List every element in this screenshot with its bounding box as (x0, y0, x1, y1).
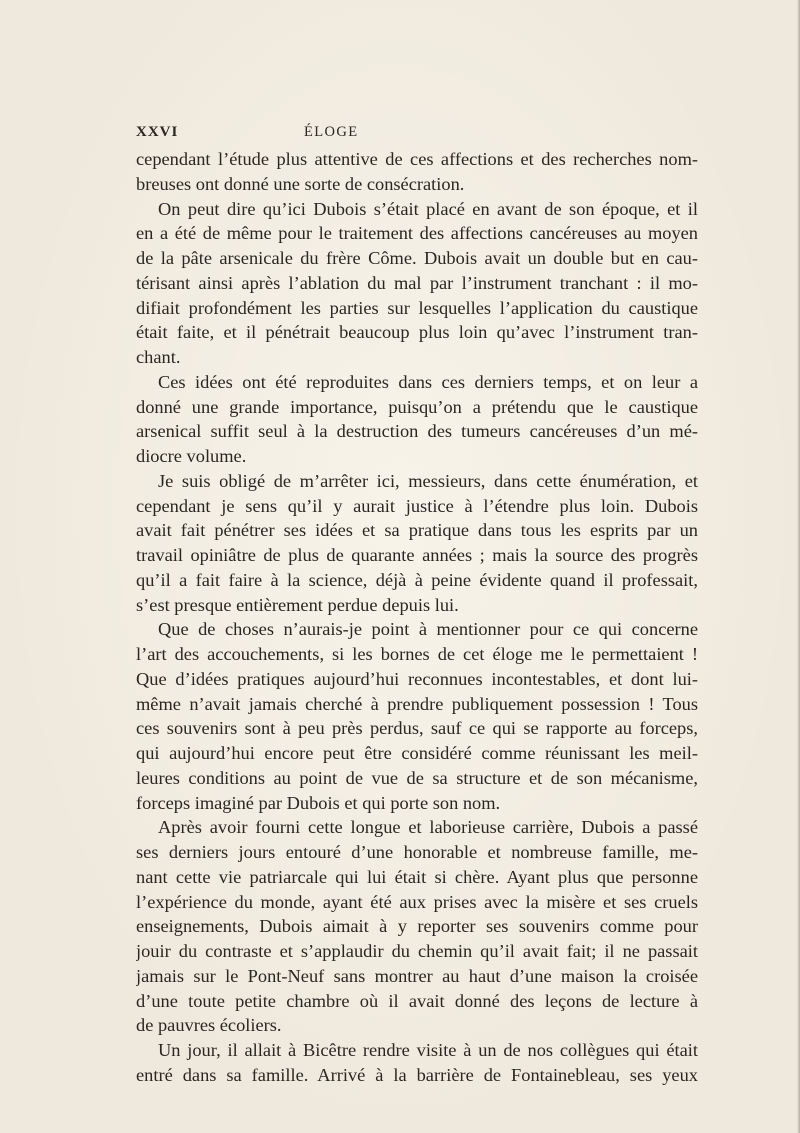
text-line: ses derniers jours entouré d’une honorable et nombreuse famille, me- (136, 842, 698, 862)
text-line: d’une toute petite chambre où il avait donné des leçons de lecture à (136, 990, 698, 1011)
text-line: l’expérience du monde, ayant été aux prises avec la misère et ses cruels (136, 891, 698, 912)
text-line: cependant l’étude plus attentive de ces affections et des recherches nom- (136, 149, 698, 169)
text-line: qui aujourd’hui encore peut être considéré comme réunissant les meil- (136, 743, 698, 763)
text-line: ces souvenirs sont à peu près perdus, sauf ce qui se rapporte au forceps, (136, 718, 698, 739)
text-line: térisant ainsi après l’ablation du mal par l’instrument tranchant : il mo- (136, 272, 698, 293)
page-number: XXVI (136, 124, 179, 140)
text-line: arsenical suffit seul à la destruction des tumeurs cancéreuses d’un mé- (136, 421, 698, 442)
page-header (136, 124, 696, 144)
text-line: chant. (136, 347, 181, 367)
text-line: travail opiniâtre de plus de quarante années ; mais la source des progrès (136, 545, 698, 565)
text-line: de la pâte arsenicale du frère Côme. Dubois avait un double but en cau- (136, 248, 698, 268)
text-line: avait fait pénétrer ses idées et sa pratique dans tous les esprits par un (136, 520, 698, 541)
text-line: On peut dire qu’ici Dubois s’était placé en avant de son époque, et il (158, 198, 698, 219)
body-text (136, 147, 698, 1088)
text-line: l’art des accouchements, si les bornes de cet éloge me le permettaient ! (136, 644, 698, 664)
text-line: breuses ont donné une sorte de consécration. (136, 173, 465, 194)
text-line: en a été de même pour le traitement des affections cancéreuses au moyen (136, 223, 698, 244)
text-line: nant cette vie patriarcale qui lui était si chère. Ayant plus que personne (136, 866, 698, 887)
text-line: difiait profondément les parties sur lesquelles l’application du caustique (136, 297, 698, 318)
text-line: jamais sur le Pont-Neuf sans montrer au haut d’une maison la croisée (136, 965, 698, 986)
text-line: entré dans sa famille. Arrivé à la barrière de Fontainebleau, ses yeux (136, 1064, 698, 1085)
text-line: diocre volume. (136, 446, 247, 466)
text-line: jouir du contraste et s’applaudir du chemin qu’il avait fait; il ne passait (136, 941, 698, 961)
running-title: ÉLOGE (304, 124, 359, 140)
text-line: s’est presque entièrement perdue depuis lui. (136, 594, 459, 615)
text-line: cependant je sens qu’il y aurait justice à l’étendre plus loin. Dubois (136, 495, 698, 516)
text-line: qu’il a fait faire à la science, déjà à peine évidente quand il professait, (136, 569, 698, 590)
text-line: Un jour, il allait à Bicêtre rendre visite à un de nos collègues qui était (158, 1040, 698, 1060)
text-line: de pauvres écoliers. (136, 1015, 282, 1036)
text-line: Ces idées ont été reproduites dans ces derniers temps, et on leur a (158, 371, 698, 392)
text-line: donné une grande importance, puisqu’on a prétendu que le caustique (136, 396, 698, 417)
text-line: Je suis obligé de m’arrêter ici, messieurs, dans cette énumération, et (158, 470, 698, 491)
text-line: forceps imaginé par Dubois et qui porte son nom. (136, 792, 501, 813)
text-line: Après avoir fourni cette longue et laborieuse carrière, Dubois a passé (158, 817, 698, 838)
text-line: leures conditions au point de vue de sa structure et de son mécanisme, (136, 767, 698, 788)
text-line: même n’avait jamais cherché à prendre publiquement possession ! Tous (136, 693, 698, 714)
text-line: était faite, et il pénétrait beaucoup plus loin qu’avec l’instrument tran- (136, 322, 698, 343)
text-line: Que de choses n’aurais-je point à mentionner pour ce qui concerne (158, 619, 698, 640)
text-line: Que d’idées pratiques aujourd’hui reconnues incontestables, et dont lui- (136, 668, 698, 689)
text-line: enseignements, Dubois aimait à y reporter ses souvenirs comme pour (136, 916, 698, 937)
